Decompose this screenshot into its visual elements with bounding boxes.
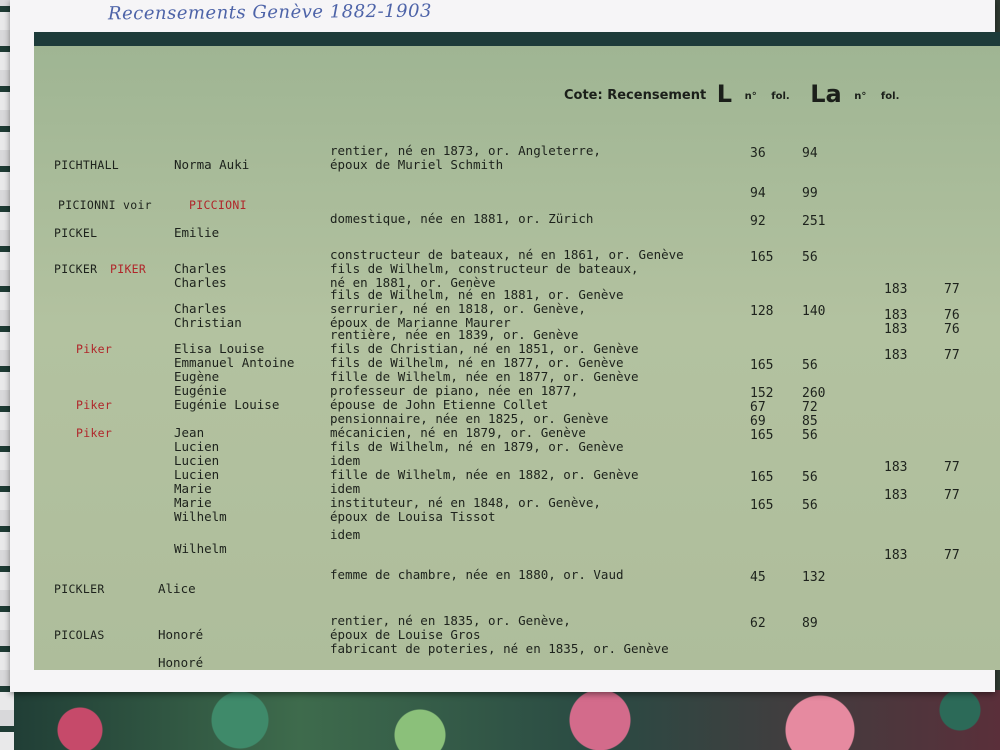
entry-surname: PICKER	[54, 262, 98, 276]
entry-La-folio: 77	[944, 348, 960, 363]
entry-given-name: Lucien	[174, 439, 220, 454]
entry-given-name: Christian	[174, 315, 242, 330]
entry-L-folio: 94	[802, 146, 818, 161]
col-L-label: L	[716, 80, 733, 108]
entry-description: mécanicien, né en 1879, or. Genève	[330, 425, 586, 440]
entry-L-folio: 56	[802, 428, 818, 443]
entry-surname: PICKEL	[54, 226, 98, 240]
entry-given-name: Charles	[174, 275, 227, 290]
entry-given-name: Honoré	[158, 627, 204, 642]
census-photocopy	[34, 32, 1000, 670]
entry-L-folio: 89	[802, 616, 818, 631]
entry-L-folio: 132	[802, 570, 826, 585]
entry-L-number: 69	[750, 414, 766, 429]
col-La-no-label: n°	[854, 91, 867, 102]
entry-description: fille de Wilhelm, née en 1882, or. Genève	[330, 467, 639, 482]
entry-L-number: 45	[750, 570, 766, 585]
entry-description: idem	[330, 481, 361, 496]
entry-surname-variant: Piker	[76, 342, 113, 356]
entry-given-name: Elisa Louise	[174, 341, 265, 356]
floral-fabric-background	[0, 690, 1000, 750]
entry-La-number: 183	[884, 308, 908, 323]
entry-given-name: Charles	[174, 301, 227, 316]
entry-L-number: 165	[750, 250, 774, 265]
paper-sheet	[10, 0, 995, 692]
entry-description: rentier, né en 1873, or. Angleterre,	[330, 143, 601, 158]
entry-description: fille de Wilhelm, née en 1877, or. Genève	[330, 369, 639, 384]
entry-La-folio: 77	[944, 460, 960, 475]
entry-L-folio: 56	[802, 358, 818, 373]
col-L-fol-label: fol.	[771, 91, 790, 102]
entry-La-folio: 77	[944, 282, 960, 297]
entry-surname: PICKLER	[54, 582, 105, 596]
entry-La-number: 183	[884, 322, 908, 337]
entry-L-folio: 251	[802, 214, 826, 229]
entry-La-number: 183	[884, 460, 908, 475]
entry-given-name: Norma Auki	[174, 157, 250, 172]
entry-L-folio: 140	[802, 304, 826, 319]
entry-description: fabricant de poteries, né en 1835, or. Genève	[330, 641, 669, 656]
entry-given-name: Lucien	[174, 467, 220, 482]
entry-description: fils de Wilhelm, né en 1879, or. Genève	[330, 439, 624, 454]
entry-L-number: 165	[750, 498, 774, 513]
entry-given-name: Honoré	[158, 655, 204, 670]
entry-description: femme de chambre, née en 1880, or. Vaud	[330, 567, 624, 582]
entry-L-folio: 56	[802, 470, 818, 485]
entry-description: rentière, née en 1839, or. Genève	[330, 327, 579, 342]
entry-description: fils de Wilhelm, constructeur de bateaux,	[330, 261, 639, 276]
entry-L-number: 128	[750, 304, 774, 319]
entry-description: fils de Christian, né en 1851, or. Genève	[330, 341, 639, 356]
entry-description: idem	[330, 527, 361, 542]
entry-L-number: 67	[750, 400, 766, 415]
entry-L-number: 94	[750, 186, 766, 201]
entry-L-folio: 85	[802, 414, 818, 429]
entry-description: époux de Muriel Schmith	[330, 157, 504, 172]
entry-given-name: Lucien	[174, 453, 220, 468]
entry-surname-variant: PICCIONI	[189, 198, 247, 212]
entry-La-number: 183	[884, 282, 908, 297]
entry-L-number: 92	[750, 214, 766, 229]
entry-surname-variant: Piker	[76, 398, 113, 412]
entry-given-name: Emilie	[174, 225, 220, 240]
col-La-label: La	[810, 80, 842, 108]
entry-description: professeur de piano, née en 1877,	[330, 383, 579, 398]
entry-L-number: 165	[750, 470, 774, 485]
entry-description: époux de Louise Gros	[330, 627, 481, 642]
entry-description: époux de Louisa Tissot	[330, 509, 496, 524]
entry-surname: PICOLAS	[54, 628, 105, 642]
entry-description: fils de Wilhelm, né en 1877, or. Genève	[330, 355, 624, 370]
entry-surname: PICHTHALL	[54, 158, 120, 172]
entry-La-folio: 76	[944, 322, 960, 337]
entry-La-folio: 77	[944, 548, 960, 563]
entry-L-number: 165	[750, 358, 774, 373]
entry-description: serrurier, né en 1818, or. Genève,	[330, 301, 586, 316]
entry-L-folio: 99	[802, 186, 818, 201]
entry-given-name: Jean	[174, 425, 205, 440]
col-L-no-label: n°	[744, 91, 757, 102]
entry-description: époux de Marianne Maurer	[330, 315, 511, 330]
entry-given-name: Emmanuel Antoine	[174, 355, 295, 370]
entry-given-name: Wilhelm	[174, 541, 227, 556]
entry-surname: PICIONNI voir	[58, 198, 152, 212]
entry-surname-variant: Piker	[76, 426, 113, 440]
entry-L-number: 152	[750, 386, 774, 401]
handwritten-title: Recensements Genève 1882-1903	[107, 0, 433, 25]
entry-La-number: 183	[884, 348, 908, 363]
entry-given-name: Charles	[174, 261, 227, 276]
entry-description: idem	[330, 453, 361, 468]
entry-L-number: 165	[750, 428, 774, 443]
entry-given-name: Eugène	[174, 369, 220, 384]
col-La-fol-label: fol.	[880, 91, 900, 102]
entry-given-name: Marie	[174, 481, 212, 496]
entry-La-number: 183	[884, 548, 908, 563]
entry-given-name: Eugénie	[174, 383, 227, 398]
entry-La-number: 183	[884, 488, 908, 503]
entry-description: rentier, né en 1835, or. Genève,	[330, 613, 571, 628]
entry-given-name: Alice	[158, 581, 196, 596]
entry-L-folio: 56	[802, 498, 818, 513]
entry-given-name: Marie	[174, 495, 212, 510]
entry-L-folio: 72	[802, 400, 818, 415]
entry-description: constructeur de bateaux, né en 1861, or. Genève	[330, 247, 684, 262]
entry-surname-variant: PIKER	[110, 262, 147, 276]
entry-given-name: Eugénie Louise	[174, 397, 280, 412]
entry-L-folio: 56	[802, 250, 818, 265]
entry-description: épouse de John Etienne Collet	[330, 397, 549, 412]
entry-given-name: Wilhelm	[174, 509, 227, 524]
entry-description: pensionnaire, née en 1825, or. Genève	[330, 411, 609, 426]
entry-description: fils de Wilhelm, né en 1881, or. Genève	[330, 287, 624, 302]
entry-La-folio: 76	[944, 308, 960, 323]
entry-L-number: 36	[750, 146, 766, 161]
entry-L-folio: 260	[802, 386, 826, 401]
entry-description: instituteur, né en 1848, or. Genève,	[330, 495, 601, 510]
entry-La-folio: 77	[944, 488, 960, 503]
entry-L-number: 62	[750, 616, 766, 631]
entry-description: domestique, née en 1881, or. Zürich	[330, 211, 594, 226]
entry-description: né en 1881, or. Genève	[330, 275, 496, 290]
cote-label: Cote: Recensement	[564, 88, 707, 103]
column-header	[564, 80, 909, 108]
